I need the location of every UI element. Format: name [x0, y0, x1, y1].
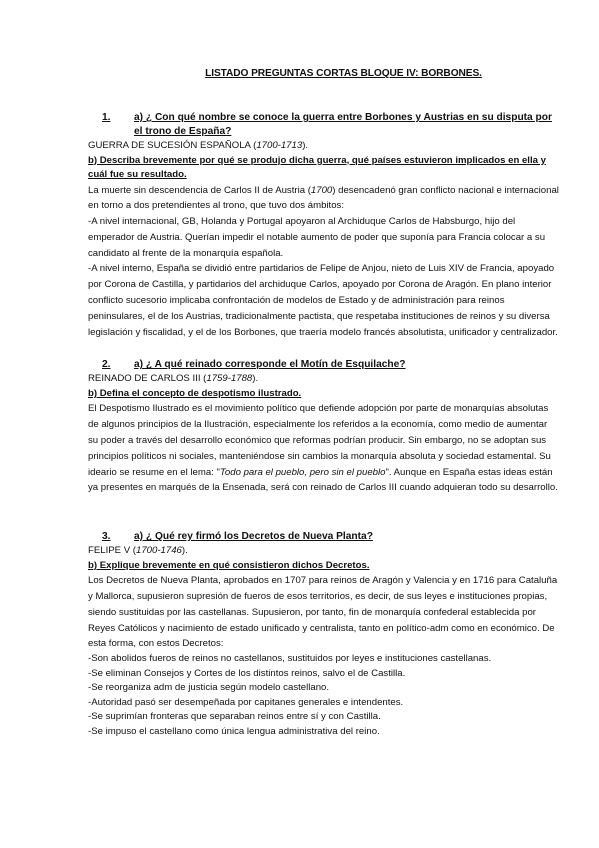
list-item: -Autoridad pasó ser desempeñada por capitanes generales e intendentes.	[88, 696, 404, 708]
sub-question: b) Explique brevemente en qué consistieron dichos Decretos.	[88, 559, 370, 571]
paragraph-text: El Despotismo Ilustrado es el movimiento político que defiende adopción por parte de monarquías absolutas de algunos principios de la Ilustración, especialmente los referidos a la economía, como medio de aumentar su poder a través del desarrollo económico que reformas podrían producir. Sin embargo, no se adoptan sus principios políticos ni sociales, manteniéndose sin cambios la monarquía absoluta y sociedad estamental. Su ideario se resume en el lema: "	[88, 403, 551, 478]
sub-question: b) Defina el concepto de despotismo ilustrado.	[88, 387, 302, 399]
paragraph-date: 1700	[310, 184, 333, 196]
answer-main: GUERRA DE SUCESIÓN ESPAÑOLA	[88, 140, 251, 151]
list-item: -Se reorganiza adm de justicia según modelo castellano.	[88, 682, 330, 694]
question-heading	[88, 111, 559, 139]
answer-dates: 1700-1746	[136, 545, 182, 557]
paragraph-quote: Todo para el pueblo, pero sin el pueblo	[219, 466, 386, 478]
answer-line: REINADO DE CARLOS III (1759-1788).	[88, 373, 259, 385]
list-item: -Son abolidos fueros de reinos no castellanos, sustituidos por leyes e instituciones castellanas.	[88, 653, 492, 665]
answer-line: GUERRA DE SUCESIÓN ESPAÑOLA (1700-1713).	[88, 140, 309, 151]
answer-main: REINADO DE CARLOS III	[88, 373, 201, 385]
paragraph-text: ) desencadenó gran conflicto nacional e internacional en torno a dos pretendientes al trono, que tuvo dos ámbitos:	[88, 184, 559, 212]
paragraph-text: La muerte sin descendencia de Carlos II de Austria (	[88, 184, 311, 196]
list-item: -Se suprimían fronteras que separaban reinos entre sí y con Castilla.	[88, 711, 381, 723]
question-text: a) ¿ A qué reinado corresponde el Motín de Esquilache?	[134, 359, 406, 371]
answer-paragraph	[88, 183, 559, 215]
list-item: -Se impuso el castellano como única lengua administrativa del reino.	[88, 725, 380, 737]
answer-dates: 1759-1788	[206, 373, 253, 385]
answer-paragraph	[88, 401, 559, 496]
question-number: 1.	[102, 112, 111, 123]
question-number: 2.	[102, 359, 111, 371]
answer-line: FELIPE V (1700-1746).	[88, 545, 188, 557]
paragraph-text: ". Aunque en España estas ideas están ya presentes en marqués de la Ensenada, será con reinado de Carlos III cuando adquieran todo su desarrollo.	[88, 466, 558, 494]
document-title: LISTADO PREGUNTAS CORTAS BLOQUE IV: BORBONES.	[205, 68, 482, 79]
question-section-1	[88, 111, 559, 340]
question-section-2	[88, 358, 559, 496]
answer-main: FELIPE V	[88, 545, 131, 557]
question-heading	[88, 358, 559, 372]
answer-paragraph: -A nivel internacional, GB, Holanda y Portugal apoyaron al Archiduque Carlos de Habsburgo, hijo del emperador de Austria. Querían impedir el notable aumento de poder que suponía para Francia colocar a su candidato al frente de la monarquía española.	[88, 216, 546, 259]
answer-paragraph: -A nivel interno, España se dividió entre partidarios de Felipe de Anjou, nieto de Luis XIV de Francia, apoyado por Corona de Castilla, y partidarios del archiduque Carlos, apoyado por Corona de Aragón. En plano interior conflicto sucesorio implicaba confrontación de modelos de Estado y de administración para reinos peninsulares, el de los Austrias, tradicionalmente pactista, que respetaba instituciones de reinos y su diversa legislación y fiscalidad, y el de los Borbones, que traería modelo francés absolutista, unificador y centralizador.	[88, 263, 558, 338]
question-text: a) ¿ Con qué nombre se conoce la guerra entre Borbones y Austrias en su disputa por el trono de España?	[134, 112, 552, 137]
question-text: a) ¿ Qué rey firmó los Decretos de Nueva Planta?	[134, 531, 373, 543]
question-section-3	[88, 530, 559, 739]
answer-dates: 1700-1713	[256, 140, 303, 151]
list-item: -Se eliminan Consejos y Cortes de los distintos reinos, salvo el de Castilla.	[88, 667, 406, 679]
answer-paragraph: Los Decretos de Nueva Planta, aprobados en 1707 para reinos de Aragón y Valencia y en 1716 para Cataluña y Mallorca, supusieron supresión de fueros de esos territorios, es decir, de sus leyes e instituciones propias, siendo sustituidas por las castellanas. Supusieron, por tanto, fin de monarquía confederal establecida por Reyes Católicos y nacimiento de estado unificado y centralista, tanto en político-adm como en económico. De esta forma, con estos Decretos:	[88, 575, 558, 650]
sub-question: b) Describa brevemente por qué se produjo dicha guerra, qué países estuvieron implicados en ella y cuál fue su resultado.	[88, 154, 546, 180]
question-number: 3.	[102, 531, 111, 543]
question-heading	[88, 530, 559, 544]
